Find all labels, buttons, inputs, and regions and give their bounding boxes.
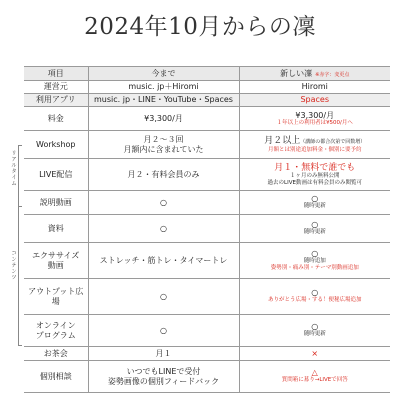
item-online-line2: プログラム [35,330,76,340]
after-exercise-mark: ○ [311,249,319,259]
after-online-mark: ○ [311,322,319,332]
item-fee: 料金 [24,107,88,131]
after-consult [239,361,390,393]
before-output: ○ [88,279,239,315]
after-consult-mark: △ [311,368,318,378]
item-tea: お茶会 [24,347,88,361]
before-tea: 月１ [88,347,239,361]
after-app: Spaces [239,94,390,107]
table-row-exercise [24,243,390,279]
before-material: ○ [88,215,239,243]
table-row-app [24,94,390,107]
after-live [239,159,390,191]
side-label-realtime: リアルタイム [10,150,16,186]
after-workshop-sub: （講師の都合次第で回数増） [300,139,366,146]
item-operator: 運営元 [24,81,88,94]
item-output-line2: 場 [51,296,60,306]
item-material: 資料 [24,215,88,243]
after-workshop-line1: 月２以上 [264,136,301,147]
after-explain [239,191,390,215]
after-online-sub: 随時更新 [303,331,326,338]
item-live: LIVE配信 [24,159,88,191]
header-before: 今まで [88,67,239,81]
after-material-mark: ○ [311,220,319,230]
before-consult-line2: 姿勢画像の個別フィードバック [107,376,220,386]
before-workshop-line2: 月額内に含まれていた [123,144,204,154]
table-row-explain [24,191,390,215]
header-row [24,67,390,81]
after-fee-price: ¥3,300/月 [295,110,335,120]
item-online-line1: オンライン [35,321,76,331]
after-fee-note: １年以上の利用者は¥500/月へ [276,119,353,126]
item-output [24,279,88,315]
header-after [239,67,390,81]
before-app: music. jp・LINE・YouTube・Spaces [88,94,239,107]
before-live: 月２・有料会員のみ [88,159,239,191]
after-workshop-line2: 月額とは別途追加料金・個別に要予約 [267,146,362,153]
after-fee [239,107,390,131]
side-label-content: コンテンツ [10,250,16,280]
after-explain-sub: 随時更新 [303,203,326,210]
before-workshop [88,131,239,159]
after-exercise-sub2: 姿勢別・痛み別・テーマ別動画追加 [270,264,359,271]
after-tea: × [239,347,390,361]
after-material-sub: 随時更新 [303,229,326,236]
page-title: 2024年10月からの凜 [84,14,316,40]
before-exercise: ストレッチ・筋トレ・タイマートレ [88,243,239,279]
table-row-online [24,315,390,347]
before-online: ○ [88,315,239,347]
before-operator: music. jp＋Hiromi [88,81,239,94]
header-item: 項目 [24,67,88,81]
table-row-live [24,159,390,191]
header-change-note: ※赤字：変更点 [315,71,350,78]
table-row-consult [24,361,390,393]
table-row-workshop [24,131,390,159]
after-output-mark: ○ [311,288,319,298]
before-explain: ○ [88,191,239,215]
before-consult [88,361,239,393]
before-consult-line1: いつでもLINEで受付 [126,367,201,377]
after-live-line2: １ヶ月のみ無料公開 [289,173,340,180]
header-after-label: 新しい凜 [280,68,313,78]
after-operator: Hiromi [239,81,390,94]
after-exercise [239,243,390,279]
before-workshop-line1: 月２～３回 [143,135,184,145]
after-online [239,315,390,347]
before-fee: ¥3,300/月 [88,107,239,131]
comparison-table [24,66,390,393]
table-row-tea [24,347,390,361]
item-consult: 個別相談 [24,361,88,393]
realtime-bracket [18,145,22,207]
table-row-output [24,279,390,315]
after-live-line1: 月１・無料で誰でも [274,163,356,174]
after-explain-mark: ○ [311,194,319,204]
after-consult-sub: 質問箱に募り→LIVEで回答 [281,377,348,384]
after-output [239,279,390,315]
table-row-fee [24,107,390,131]
item-exercise-line2: 動画 [47,260,64,270]
after-live-line3: 過去のLIVE動画は有料会員のみ閲覧可 [267,179,362,186]
item-exercise [24,243,88,279]
after-workshop [239,131,390,159]
item-online [24,315,88,347]
table-row-operator [24,81,390,94]
content-bracket [18,206,22,346]
item-explain: 説明動画 [24,191,88,215]
item-app: 利用アプリ [24,94,88,107]
item-exercise-line1: エクササイズ [32,251,80,261]
after-material [239,215,390,243]
after-exercise-sub1: 随時追加 [303,258,326,265]
item-workshop: Workshop [24,131,88,159]
after-output-sub: ありがとう広場・する！便秘広場追加 [267,297,362,304]
table-row-material [24,215,390,243]
item-output-line1: アウトプット広 [28,287,84,297]
